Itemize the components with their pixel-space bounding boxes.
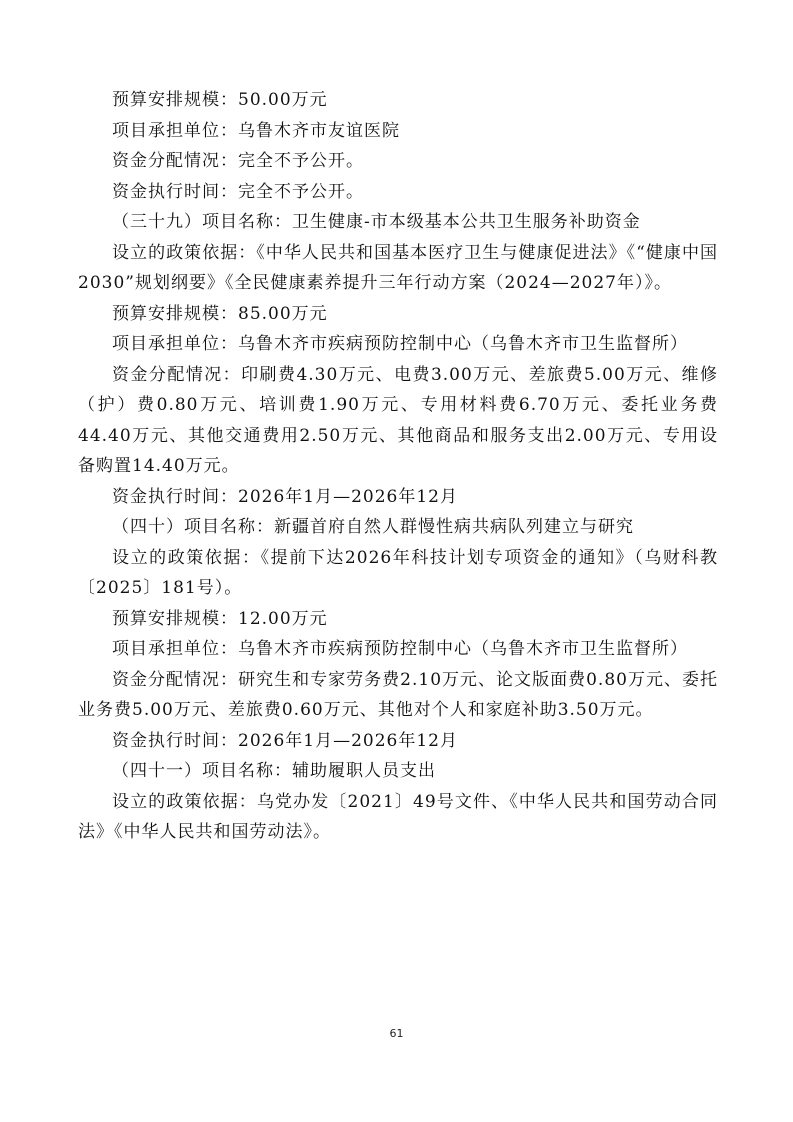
paragraph: 资金执行时间：2026年1月—2026年12月 [112, 730, 458, 751]
paragraph: 预算安排规模：50.00万元 [112, 90, 328, 110]
paragraph: 预算安排规模：12.00万元 [112, 608, 328, 629]
paragraph: 资金分配情况：研究生和专家劳务费2.10万元、论文版面费0.80万元、委托业务费5.00万元、差旅费0.60万元、其他对个人和家庭补助3.50万元。 [78, 669, 718, 720]
section-heading: （三十九）项目名称：卫生健康-市本级基本公共卫生服务补助资金 [112, 212, 641, 232]
paragraph: 项目承担单位：乌鲁木齐市疾病预防控制中心（乌鲁木齐市卫生监督所） [112, 334, 688, 354]
paragraph: 资金分配情况：印刷费4.30万元、电费3.00万元、差旅费5.00万元、维修（护）费0.80万元、培训费1.90万元、专用材料费6.70万元、委托业务费44.40万元、其他交通费用2.50万元、其他商品和服务支出2.00万元、专用设备购置14.40万元。 [78, 364, 718, 476]
paragraph: 资金执行时间：完全不予公开。 [112, 181, 364, 202]
page-body [78, 85, 718, 848]
paragraph: 资金分配情况：完全不予公开。 [112, 151, 364, 171]
paragraph: 预算安排规模：85.00万元 [112, 303, 328, 324]
paragraph: 项目承担单位：乌鲁木齐市疾病预防控制中心（乌鲁木齐市卫生监督所） [112, 639, 688, 659]
paragraph: 设立的政策依据：乌党办发〔2021〕49号文件、《中华人民共和国劳动合同法》《中华人民共和国劳动法》。 [78, 791, 718, 842]
section-heading: （四十一）项目名称：辅助履职人员支出 [112, 761, 436, 781]
paragraph: 设立的政策依据：《中华人民共和国基本医疗卫生与健康促进法》《“健康中国2030”规划纲要》《全民健康素养提升三年行动方案（2024—2027年）》。 [78, 242, 718, 293]
page-number: 61 [389, 1027, 404, 1040]
section-heading: （四十）项目名称：新疆首府自然人群慢性病共病队列建立与研究 [112, 517, 634, 537]
paragraph: 项目承担单位：乌鲁木齐市友谊医院 [112, 120, 400, 141]
paragraph: 资金执行时间：2026年1月—2026年12月 [112, 486, 458, 507]
paragraph: 设立的政策依据：《提前下达2026年科技计划专项资金的通知》（乌财科教〔2025〕181号）。 [78, 547, 718, 598]
